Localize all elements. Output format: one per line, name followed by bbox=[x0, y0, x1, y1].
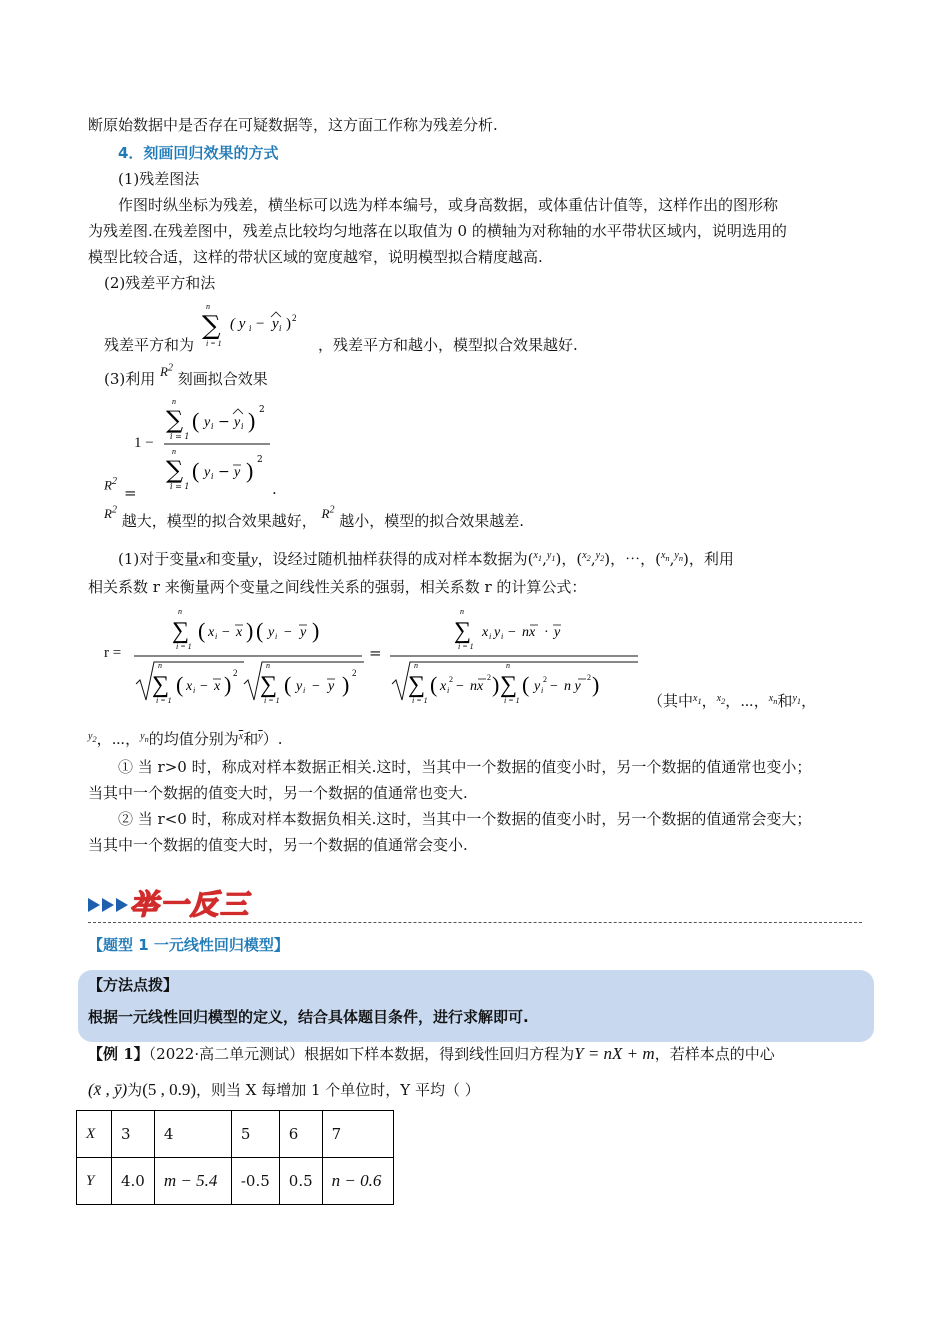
section-title: 4．刻画回归效果的方式 bbox=[118, 144, 279, 162]
svg-text:2: 2 bbox=[449, 675, 453, 684]
table-cell: -0.5 bbox=[231, 1158, 279, 1205]
svg-text:i: i bbox=[241, 422, 244, 431]
svg-text:(: ( bbox=[192, 458, 200, 483]
svg-text:i = 1: i = 1 bbox=[264, 696, 280, 705]
svg-text:i: i bbox=[279, 324, 282, 333]
svg-text:−: − bbox=[218, 414, 230, 430]
svg-text:i: i bbox=[211, 422, 214, 431]
svg-text:): ) bbox=[224, 672, 232, 697]
svg-text:−: − bbox=[222, 625, 230, 640]
period: . bbox=[272, 480, 277, 498]
table-cell: 0.5 bbox=[279, 1158, 322, 1205]
svg-text:n: n bbox=[266, 661, 270, 670]
svg-text:2: 2 bbox=[587, 673, 591, 682]
sample-x1: x1 bbox=[693, 693, 702, 706]
svg-text:(: ( bbox=[256, 618, 264, 643]
table-row bbox=[77, 1111, 394, 1158]
svg-text:y: y bbox=[204, 415, 211, 430]
svg-text:( y: ( y bbox=[230, 316, 246, 332]
svg-text:y: y bbox=[234, 465, 241, 480]
svg-text:y: y bbox=[494, 625, 501, 640]
svg-text:i: i bbox=[215, 632, 218, 641]
banner-divider bbox=[88, 922, 862, 923]
svg-text:n: n bbox=[414, 661, 418, 670]
svg-text:i = 1: i = 1 bbox=[412, 696, 428, 705]
svg-text:y: y bbox=[234, 415, 241, 430]
svg-text:∑: ∑ bbox=[172, 618, 190, 644]
svg-text:i: i bbox=[211, 472, 214, 481]
svg-text:∑: ∑ bbox=[260, 672, 278, 698]
r-squared-symbol: $R^2$ bbox=[104, 504, 117, 521]
svg-text:): ) bbox=[312, 618, 320, 643]
svg-text:−: − bbox=[312, 679, 320, 694]
svg-text:i: i bbox=[447, 686, 450, 695]
method-title: 【方法点拨】 bbox=[88, 976, 179, 994]
sample-center: (x̄ , ȳ) bbox=[88, 1080, 128, 1099]
paragraph-text: 断原始数据中是否存在可疑数据等，这方面工作称为残差分析. bbox=[88, 116, 498, 134]
r-squared-symbol: $R^2$ bbox=[321, 504, 335, 521]
table-cell: X bbox=[77, 1111, 112, 1158]
svg-text:2: 2 bbox=[257, 455, 263, 465]
svg-text:2: 2 bbox=[259, 405, 265, 415]
svg-text:x: x bbox=[208, 625, 215, 640]
paragraph-text: 当其中一个数据的值变大时，另一个数据的值通常会变小. bbox=[88, 836, 468, 854]
svg-text:i: i bbox=[193, 686, 196, 695]
formula-note: （其中$^{x_1}$，$^{x_2}$，⋯，$^{x_n}$和$^{y_1}$， bbox=[648, 692, 817, 710]
svg-text:i = 1: i = 1 bbox=[504, 696, 520, 705]
var-y: y bbox=[250, 552, 258, 568]
svg-text:i = 1: i = 1 bbox=[170, 482, 190, 491]
svg-text:n: n bbox=[172, 447, 176, 456]
table-cell: 4.0 bbox=[112, 1158, 155, 1205]
paragraph-text: 当其中一个数据的值变大时，另一个数据的值通常也变大. bbox=[88, 784, 468, 802]
text-part: （2022·高二单元测试）根据如下样本数据，得到线性回归方程为 bbox=[148, 1045, 575, 1063]
svg-text:nx: nx bbox=[522, 625, 536, 640]
svg-text:i = 1: i = 1 bbox=[156, 696, 172, 705]
r-squared-lhs: $R^2$ bbox=[104, 476, 117, 493]
text-part: 和 bbox=[777, 692, 793, 710]
svg-text:2: 2 bbox=[487, 673, 491, 682]
svg-text:2: 2 bbox=[233, 668, 238, 678]
text-part: ，若样本点的中心 bbox=[654, 1045, 775, 1063]
svg-text:n: n bbox=[178, 607, 182, 616]
svg-text:−: − bbox=[200, 679, 208, 694]
subsection-title: (2)残差平方和法 bbox=[104, 274, 216, 292]
sample-x1: x1 bbox=[533, 550, 543, 563]
svg-text:(: ( bbox=[192, 408, 200, 433]
sample-y2: y2 bbox=[595, 550, 605, 563]
text-part: （其中 bbox=[648, 692, 694, 710]
description-a: 越大，模型的拟合效果越好， bbox=[121, 512, 317, 530]
r-squared-description bbox=[104, 504, 525, 530]
r-squared-symbol: $R^2$ bbox=[160, 362, 173, 379]
paragraph-text: 作图时纵坐标为残差，横坐标可以选为样本编号，或身高数据，或体重估计值等，这样作出的图形称 bbox=[118, 196, 779, 214]
svg-text:y: y bbox=[268, 625, 275, 640]
paragraph-text: 为残差图.在残差图中，残差点比较均匀地落在以取值为 0 的横轴为对称轴的水平带状区域内，说明选用的 bbox=[88, 222, 787, 240]
r-symbol: R bbox=[321, 506, 330, 521]
sample-x2: x2 bbox=[582, 550, 591, 563]
text-part: )，⋯，( bbox=[604, 550, 661, 568]
svg-text:−: − bbox=[508, 625, 516, 640]
text-part: ，则当 X 每增加 1 个单位时，Y 平均（ ） bbox=[196, 1081, 480, 1099]
text-part: )，( bbox=[555, 550, 583, 568]
svg-text:y: y bbox=[328, 679, 335, 694]
banner-title: 举一反三 bbox=[130, 888, 251, 921]
svg-text:i: i bbox=[249, 324, 252, 333]
svg-text:∑: ∑ bbox=[202, 311, 221, 341]
svg-text:y: y bbox=[296, 679, 303, 694]
svg-text:n: n bbox=[506, 661, 510, 670]
svg-text:i = 1: i = 1 bbox=[458, 642, 474, 651]
svg-text:2: 2 bbox=[352, 668, 357, 678]
svg-text:x: x bbox=[186, 679, 193, 694]
svg-text:(: ( bbox=[284, 672, 292, 697]
text-part: ）. bbox=[262, 730, 283, 748]
regression-equation: Y = nX + m bbox=[574, 1044, 655, 1063]
svg-text:(: ( bbox=[522, 672, 530, 697]
mean-x: x bbox=[238, 731, 244, 742]
arrow-icon bbox=[88, 898, 100, 912]
table-cell: 7 bbox=[322, 1111, 393, 1158]
svg-text:i: i bbox=[501, 632, 504, 641]
title-suffix: 刻画拟合效果 bbox=[177, 370, 268, 388]
svg-text:∑: ∑ bbox=[166, 456, 184, 484]
sample-y2: y2 bbox=[88, 731, 97, 744]
sample-y1: y1 bbox=[546, 550, 556, 563]
text-part: )，利用 bbox=[683, 550, 734, 568]
svg-text:y: y bbox=[300, 625, 307, 640]
svg-text:y: y bbox=[272, 316, 279, 332]
svg-text:−: − bbox=[284, 625, 292, 640]
svg-text:∑: ∑ bbox=[152, 672, 170, 698]
svg-text:i = 1: i = 1 bbox=[176, 642, 192, 651]
correlation-line-1: (1)对于变量x和变量y，设经过随机抽样获得的成对样本数据为($^{x_1}$,$^{y_1}$)，($^{x_2}$,$^{y_2}$)，⋯，($^{x_n}$,$^{y_n}$)，利用 bbox=[118, 550, 734, 568]
svg-text:(: ( bbox=[198, 618, 206, 643]
svg-text:y: y bbox=[534, 679, 541, 694]
table-row bbox=[77, 1158, 394, 1205]
svg-text:): ) bbox=[246, 618, 254, 643]
svg-text:·: · bbox=[544, 625, 549, 640]
text-part: 的均值分别为 bbox=[148, 730, 239, 748]
example-line-1 bbox=[88, 1044, 775, 1064]
svg-text:(: ( bbox=[176, 672, 184, 697]
title-prefix: (3)利用 bbox=[104, 370, 156, 388]
svg-text:i: i bbox=[489, 632, 492, 641]
type-title: 【题型 1 一元线性回归模型】 bbox=[88, 936, 289, 954]
svg-text:n: n bbox=[172, 397, 176, 406]
svg-text:): ) bbox=[286, 316, 291, 332]
table-cell: 4 bbox=[154, 1111, 231, 1158]
subsection-title: (1)残差图法 bbox=[118, 170, 200, 188]
correlation-formula-alt bbox=[388, 604, 642, 708]
svg-text:y: y bbox=[204, 465, 211, 480]
svg-text:x: x bbox=[482, 625, 489, 640]
table-cell: Y bbox=[77, 1158, 112, 1205]
center-value: (5 , 0.9) bbox=[142, 1080, 197, 1099]
paragraph-text: 模型比较合适，这样的带状区域的宽度越窄，说明模型拟合精度越高. bbox=[88, 248, 543, 266]
svg-text:): ) bbox=[246, 458, 254, 483]
svg-text:2: 2 bbox=[292, 313, 297, 323]
sample-x2: x2 bbox=[716, 693, 726, 706]
table-cell: 5 bbox=[231, 1111, 279, 1158]
paragraph-text: 残差平方和为 bbox=[104, 336, 195, 354]
svg-text:x: x bbox=[440, 679, 447, 694]
subsection-title bbox=[104, 362, 268, 388]
svg-text:y: y bbox=[554, 625, 561, 640]
svg-text:−: − bbox=[456, 679, 464, 694]
svg-text:i: i bbox=[303, 686, 306, 695]
svg-text:−: − bbox=[550, 679, 558, 694]
svg-text:n: n bbox=[158, 661, 162, 670]
svg-text:i: i bbox=[541, 686, 544, 695]
equals-sign: = bbox=[124, 484, 137, 502]
example-line-2 bbox=[88, 1080, 480, 1100]
arrow-icon bbox=[116, 898, 128, 912]
r-squared-fraction bbox=[162, 396, 274, 492]
svg-text:n: n bbox=[460, 607, 464, 616]
svg-text:∑: ∑ bbox=[454, 618, 472, 644]
table-cell: n − 0.6 bbox=[322, 1158, 393, 1205]
sample-y1: y1 bbox=[792, 693, 802, 706]
svg-text:∑: ∑ bbox=[500, 672, 518, 698]
table-cell: 3 bbox=[112, 1111, 155, 1158]
text-part: 为 bbox=[127, 1081, 143, 1099]
svg-text:nx: nx bbox=[470, 679, 484, 694]
mean-y: y bbox=[258, 731, 263, 742]
example-label: 【例 1】 bbox=[88, 1045, 149, 1063]
svg-text:x: x bbox=[236, 625, 243, 640]
paragraph-text: ① 当 r>0 时，称成对样本数据正相关.这时，当其中一个数据的值变小时，另一个数据的值通常也变小； bbox=[118, 758, 812, 776]
paragraph-text: ，残差平方和越小，模型拟合效果越好. bbox=[318, 336, 578, 354]
r-symbol: R bbox=[104, 506, 112, 521]
correlation-line-2: 相关系数 r 来衡量两个变量之间线性关系的强弱，相关系数 r 的计算公式： bbox=[88, 578, 587, 596]
sample-data-table bbox=[76, 1110, 394, 1205]
svg-text:−: − bbox=[256, 316, 265, 332]
svg-text:(: ( bbox=[430, 672, 438, 697]
residual-sum-formula bbox=[200, 300, 310, 350]
equals-sign: = bbox=[369, 644, 382, 662]
r-equals: r = bbox=[104, 645, 122, 661]
table-cell: m − 5.4 bbox=[154, 1158, 231, 1205]
paragraph-text: ② 当 r<0 时，称成对样本数据负相关.这时，当其中一个数据的值变小时，另一个数据的值通常会变大； bbox=[118, 810, 812, 828]
svg-text:): ) bbox=[342, 672, 350, 697]
text-part: 和变量 bbox=[205, 550, 251, 568]
svg-text:n: n bbox=[206, 302, 210, 311]
svg-text:): ) bbox=[248, 408, 256, 433]
svg-text:−: − bbox=[218, 464, 230, 480]
text-part: 和 bbox=[243, 730, 259, 748]
text-part: (1)对于变量 bbox=[118, 550, 200, 568]
svg-text:2: 2 bbox=[543, 675, 547, 684]
r-symbol: R bbox=[160, 364, 168, 379]
svg-text:x: x bbox=[214, 679, 221, 694]
svg-text:i = 1: i = 1 bbox=[170, 432, 190, 441]
description-b: 越小，模型的拟合效果越差. bbox=[339, 512, 525, 530]
sample-xn: xn bbox=[768, 693, 778, 706]
r-symbol: R bbox=[104, 477, 112, 493]
sample-yn: yn bbox=[674, 550, 683, 563]
method-box bbox=[78, 970, 874, 1042]
svg-text:i = 1: i = 1 bbox=[206, 339, 222, 348]
sample-xn: xn bbox=[660, 550, 670, 563]
svg-text:∑: ∑ bbox=[408, 672, 426, 698]
svg-text:i: i bbox=[275, 632, 278, 641]
sample-yn: yn bbox=[140, 731, 149, 744]
svg-text:n y: n y bbox=[564, 679, 581, 694]
method-body: 根据一元线性回归模型的定义，结合具体题目条件，进行求解即可. bbox=[88, 1008, 529, 1026]
svg-text:∑: ∑ bbox=[166, 406, 184, 434]
svg-text:): ) bbox=[492, 672, 500, 697]
formula-one-minus: 1 − bbox=[134, 435, 154, 451]
section-banner bbox=[88, 888, 250, 922]
arrow-icon bbox=[102, 898, 114, 912]
formula-note-cont: $^{y_2}$，⋯，$^{y_n}$的均值分别为$^{\overline{x}}$和$^{\overline{y}}$）. bbox=[88, 730, 283, 748]
table-cell: 6 bbox=[279, 1111, 322, 1158]
svg-text:): ) bbox=[592, 672, 600, 697]
text-part: ，设经过随机抽样获得的成对样本数据为( bbox=[257, 550, 534, 568]
var-x: x bbox=[199, 552, 206, 568]
